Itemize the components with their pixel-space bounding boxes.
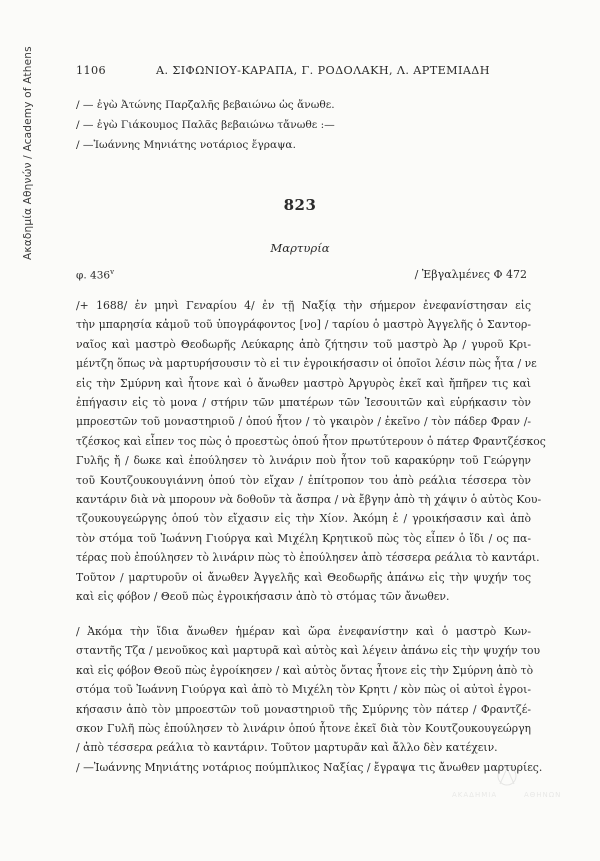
document-title: Μαρτυρία [270,241,330,255]
text-line: ἐπήγασιν εἰς τὸ μονα / στήριν τῶν μπατέρων τῶν Ἰεσουιτῶν καὶ εὐρήκασιν τὸν [76,396,531,410]
text-line: / Ἀκόμα τὴν ἴδια ἄνωθεν ἡμέραν καὶ ὥρα ἐνεφανίστην καὶ ὁ μαστρὸ Κων- [76,625,531,638]
text-line: σταντῆς Τζα / μενοῦκος καὶ μαρτυρᾶ καὶ αὐτὸς καὶ λέγειν ἀπάνω εἰς τὴν ψυχήν του [76,644,541,658]
text-line: εἰς τὴν Σμύρνη καὶ ἦτονε καὶ ὁ ἄνωθεν μαστρὸ Ἀργυρὸς ἐκεῖ καὶ ἤπῆρεν τις καὶ [76,376,531,390]
text-line: κήσασιν ἀπὸ τὸν μπροεστῶν τοῦ μοναστηριοῦ τῆς Σμύρνης τὸν πάτερ / Φραντζέ- [76,702,531,716]
text-line: / —Ἰωάννης Μηνιάτης νοτάριος πούμπλικος Ναξίας / ἔγραψα τις ἄνωθεν μαρτυρίες. [76,760,543,774]
text-line: μέντζη ὅπως νὰ μαρτυρήσουσιν τὸ εἰ τιν ἐγροικήσασιν οἱ ὁποῖοι λέσιν πὼς ἦτα / νε [76,357,537,371]
document-number: 823 [283,196,317,214]
folio-superscript: v [110,268,115,276]
signature-line: / — ἐγὼ Ἀτώνης Παρζαλῆς βεβαιώνω ὡς ἄνωθε. [76,99,335,111]
side-label: Ακαδημία Αθηνών / Academy of Athens [22,46,34,260]
page-number: 1106 [76,64,107,77]
text-line: Τοῦτον / μαρτυροῦν οἱ ἄνωθεν Ἀγγελῆς καὶ Θεοδωρῆς ἀπάνω εἰς τὴν ψυχήν τος [76,570,531,584]
svg-text:ΑΘΗΝΩΝ: ΑΘΗΝΩΝ [524,791,562,799]
text-line: τὸν στόμα τοῦ Ἰωάννη Γιούργα καὶ Μιχέλη Κρητικοῦ πὼς τὸς εἶπεν ὁ ἴδι / ος πα- [76,531,531,545]
text-line: /+ 1688/ ἐν μηνὶ Γεναρίου 4/ ἐν τῇ Ναξίᾳ τὴν σήμερον ἐνεφανίστησαν εἰς [76,299,531,312]
text-line: τέρας ποὺ ἐπούλησεν τὸ λινάριν πὼς τὸ ἐπούλησεν ἀπὸ τέσσερα ρεάλια τὸ καντάρι. [76,551,540,565]
text-line: καντάριν διὰ νὰ μπορουν νὰ δοθοῦν τὰ ἄσπρα / νὰ ἔβγην ἀπὸ τὴ χάψιν ὁ αὐτὸς Κου- [76,493,542,507]
paragraph-1 [76,296,546,607]
svg-text:ΑΚΑΔΗΜΙΑ: ΑΚΑΔΗΜΙΑ [452,791,498,799]
paragraph-2 [76,622,543,777]
text-line: σκον Γυλῆ πὼς ἐπούλησεν τὸ λινάριν ὁπού ἦτονε ἐκεῖ διὰ τὸν Κουτζουκουγεώργη [76,722,531,736]
folio-reference [76,268,114,282]
signature-line: / —Ἰωάννης Μηνιάτης νοτάριος ἔγραψα. [76,139,296,151]
archive-reference: / Ἐβγαλμένες Φ 472 [414,268,527,281]
text-line: στόμα τοῦ Ἰωάννη Γιούργα καὶ ἀπὸ τὸ Μιχέλη τὸν Κρητι / κὸν πὼς οἱ αὐτοὶ ἐγροι- [76,683,531,697]
text-line: ναῖος καὶ μαστρὸ Θεοδωρῆς Λεύκαρης ἀπὸ ζήτησιν τοῦ μαστρὸ Ἀρ / γυροῦ Κρι- [76,337,531,351]
text-line: καὶ εἰς φόβον / Θεοῦ πὼς ἐγροικήσασιν ἀπὸ τὸ στόμας τῶν ἄνωθεν. [76,590,450,604]
text-line: τοῦ Κουτζουκουγιάννη ὁπού τὸν εἴχαν / ἐπίτροπον του ἀπὸ ρεάλια τέσσερα τὸν [76,473,531,487]
academy-watermark-logo [448,760,566,800]
text-line: / ἀπὸ τέσσερα ρεάλια τὸ καντάριν. Τοῦτον μαρτυρᾶν καὶ ἄλλο δὲν κατέχειν. [76,741,498,755]
text-line: τζέσκος καὶ εἶπεν τος πὼς ὁ προεστὼς ὁπού ἦτον πρωτύτερουν ὁ πάτερ Φραντζέσκος [76,434,546,448]
running-head-authors: Α. ΣΙΦΩΝΙΟΥ-ΚΑΡΑΠΑ, Γ. ΡΟΔΟΛΑΚΗ, Λ. ΑΡΤΕΜΙΑΔΗ [156,64,490,77]
text-line: τζουκουγεώργης ὁπού τὸν εἴχασιν εἰς τὴν Χίον. Ἀκόμη ἐ / γροικήσασιν καὶ ἀπὸ [76,512,531,526]
signature-line: / — ἐγὼ Γιάκουμος Παλᾶς βεβαιώνω τἄνωθε :— [76,119,335,131]
text-line: καὶ εἰς φόβον Θεοῦ πὼς ἐγροίκησεν / καὶ αὐτὸς ὄντας ἦτονε εἰς τὴν Σμύρνη ἀπὸ τὸ [76,663,534,677]
text-line: Γυλῆς ἤ / δωκε καὶ ἐπούλησεν τὸ λινάριν ποὺ ἦτον τοῦ καρακύρην τοῦ Γεώργην [76,454,531,468]
text-line: μπροεστῶν τοῦ μοναστηριοῦ / ὁπού ἦτον / τὸ γκαιρὸν / ἐκεῖνο / τὸν πάδερ Φραν /- [76,415,531,429]
text-line: τὴν μπαρησία κἀμοῦ τοῦ ὑπογράφοντος [νο] / ταρίου ὁ μαστρὸ Ἀγγελῆς ὁ Σαντορ- [76,318,531,332]
folio-text: φ. 436 [76,269,111,282]
signature-block [76,95,335,155]
